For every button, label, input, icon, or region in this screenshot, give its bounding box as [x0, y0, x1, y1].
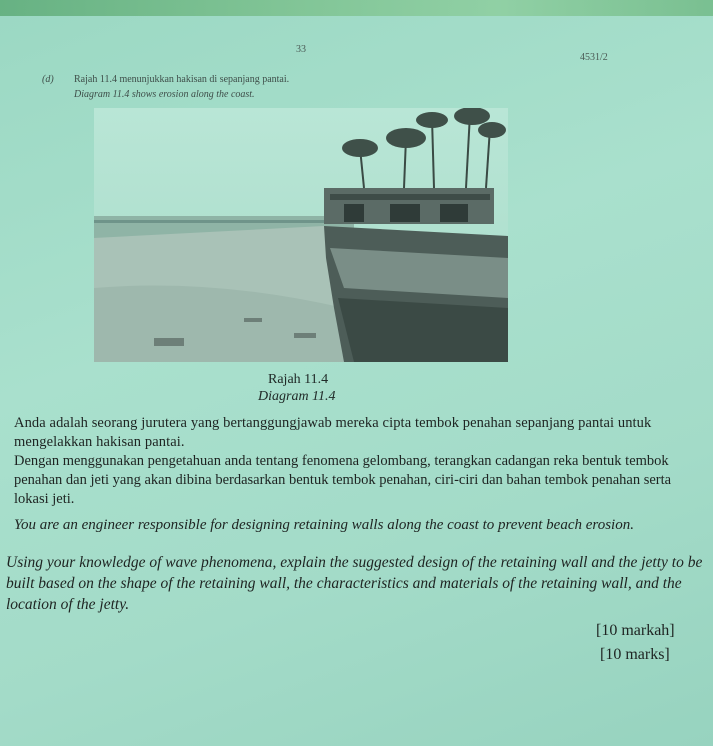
- malay-paragraph-1: Anda adalah seorang jurutera yang bertanggungjawab mereka cipta tembok penahan sepanjang pantai untuk mengelakkan hakisan pantai.: [14, 415, 652, 450]
- english-paragraph-2: Using your knowledge of wave phenomena, explain the suggested design of the retaining wall and the jetty to be built based on the shape of the retaining wall, the characteristics and materials of the retaining wall, and the location of the jetty.: [6, 554, 703, 613]
- marks-malay: [10 markah]: [596, 622, 675, 639]
- coastal-erosion-photo: [94, 108, 508, 362]
- top-edge-background: [0, 0, 713, 16]
- question-label: (d): [42, 74, 54, 85]
- figure-caption-malay: Rajah 11.4: [268, 372, 329, 387]
- question-prompt-english: Diagram 11.4 shows erosion along the coast.: [74, 89, 255, 100]
- paper-code: 4531/2: [580, 52, 608, 63]
- marks-english: [10 marks]: [600, 646, 670, 663]
- english-paragraph-1: You are an engineer responsible for designing retaining walls along the coast to prevent beach erosion.: [14, 517, 634, 533]
- page-number: 33: [296, 44, 306, 55]
- question-prompt-malay: Rajah 11.4 menunjukkan hakisan di sepanjang pantai.: [74, 74, 290, 85]
- malay-paragraph-2: Dengan menggunakan pengetahuan anda tentang fenomena gelombang, terangkan cadangan reka bentuk tembok penahan dan jeti yang akan dibina berdasarkan bentuk tembok penahan, ciri-ciri dan bahan tembok penahan serta lokasi jeti.: [14, 453, 672, 507]
- figure-caption-english: Diagram 11.4: [258, 389, 336, 404]
